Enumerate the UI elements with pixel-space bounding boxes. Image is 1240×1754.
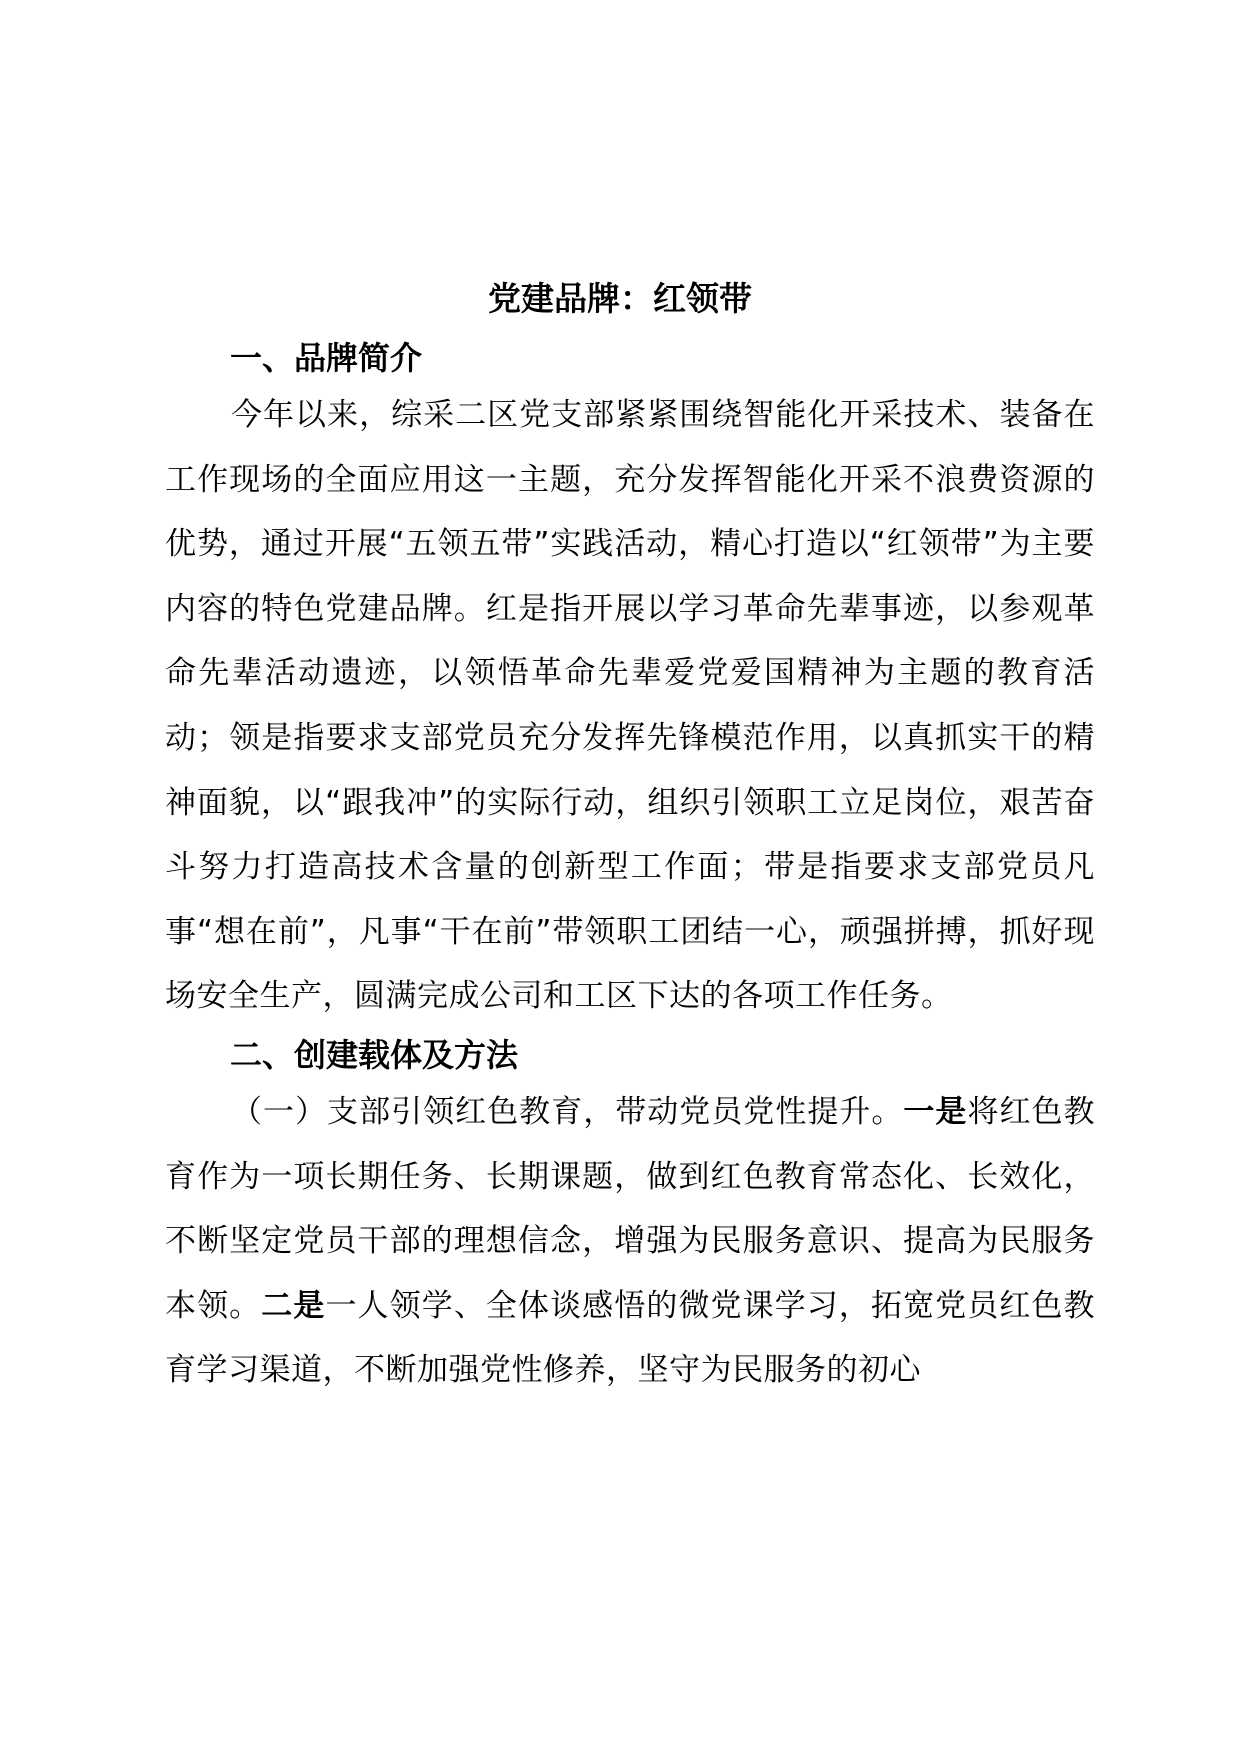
- section-heading-carriers-methods: 二、创建载体及方法: [230, 1036, 519, 1074]
- emphasis-second: 二是: [261, 1287, 326, 1324]
- emphasis-first: 一是: [903, 1094, 968, 1130]
- paragraph-brand-intro: 今年以来，综采二区党支部紧紧围绕智能化开采技术、装备在工作现场的全面应用这一主题，充分发挥智能化开采不浪费资源的优势，通过开展“五领五带”实践活动，精心打造以“红领带”为主要内容的特色党建品牌。红是指开展以学习革命先辈事迹，以参观革命先辈活动遗迹，以领悟革命先辈爱党爱国精神为主题的教育活动；领是指要求支部党员充分发挥先锋模范作用，以真抓实干的精神面貌，以“跟我冲”的实际行动，组织引领职工立足岗位，艰苦奋斗努力打造高技术含量的创新型工作面；带是指要求支部党员凡事“想在前”，凡事“干在前”带领职工团结一心，顽强拼搏，抓好现场安全生产，圆满完成公司和工区下达的各项工作任务。: [165, 397, 1095, 1015]
- document-title: 党建品牌：红领带: [488, 279, 752, 318]
- paragraph-text-segment: 一人领学、全体谈感悟的微党课学习，拓宽党员红色教育学习渠道，不断加强党性修养，坚守为民服务的初心: [165, 1287, 1096, 1389]
- paragraph-text-segment: （一）支部引领红色教育，带动党员党性提升。: [231, 1094, 904, 1130]
- paragraph-text-segment: 将红色教育作为一项长期任务、长期课题，做到红色教育常态化、长效化，不断坚定党员干部的理想信念，增强为民服务意识、提高为民服务本领。: [165, 1094, 1096, 1324]
- paragraph-red-education: [165, 1080, 1095, 1403]
- section-heading-brand-intro: 一、品牌简介: [230, 339, 423, 377]
